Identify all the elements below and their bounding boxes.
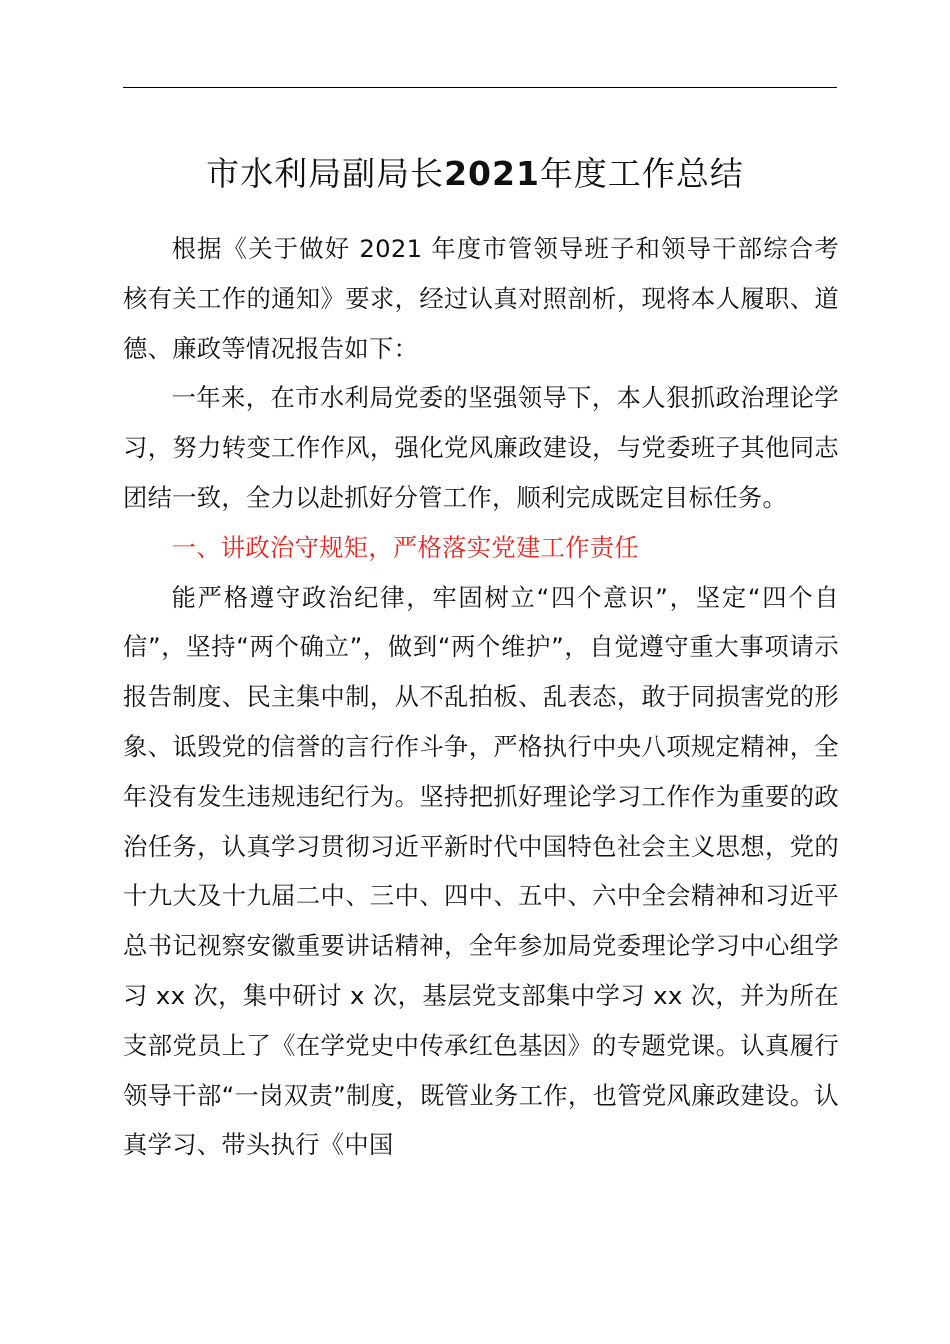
document-body [123,224,839,1170]
title-suffix: 年度工作总结 [539,154,744,193]
title-prefix: 市水利局副局长 [206,154,445,193]
intro-paragraph: 根据《关于做好 2021 年度市管领导班子和领导干部综合考核有关工作的通知》要求，经过认真对照剖析，现将本人履职、道德、廉政等情况报告如下： [123,234,839,363]
section-heading-1: 一、讲政治守规矩，严格落实党建工作责任 [171,532,639,562]
document-title [0,150,950,198]
section-1-paragraph: 能严格遵守政治纪律，牢固树立“四个意识”，坚定“四个自信”，坚持“两个确立”，做到“两个维护”，自觉遵守重大事项请示报告制度、民主集中制，从不乱拍板、乱表态，敢于同损害党的形象、诋毁党的信誉的言行作斗争，严格执行中央八项规定精神，全年没有发生违规违纪行为。坚持把抓好理论学习工作作为重要的政治任务，认真学习贯彻习近平新时代中国特色社会主义思想，党的十九大及十九届二中、三中、四中、五中、六中全会精神和习近平总书记视察安徽重要讲话精神，全年参加局党委理论学习中心组学习 xx 次，集中研讨 x 次，基层党支部集中学习 xx 次，并为所在支部党员上了《在学党史中传承红色基因》的专题党课。认真履行领导干部“一岗双责”制度，既管业务工作，也管党风廉政建设。认真学习、带头执行《中国 [123,582,839,1160]
overview-paragraph: 一年来，在市水利局党委的坚强领导下，本人狠抓政治理论学习，努力转变工作作风，强化党风廉政建设，与党委班子其他同志团结一致，全力以赴抓好分管工作，顺利完成既定目标任务。 [123,383,839,512]
header-rule [123,87,837,88]
title-year: 2021 [444,154,540,193]
